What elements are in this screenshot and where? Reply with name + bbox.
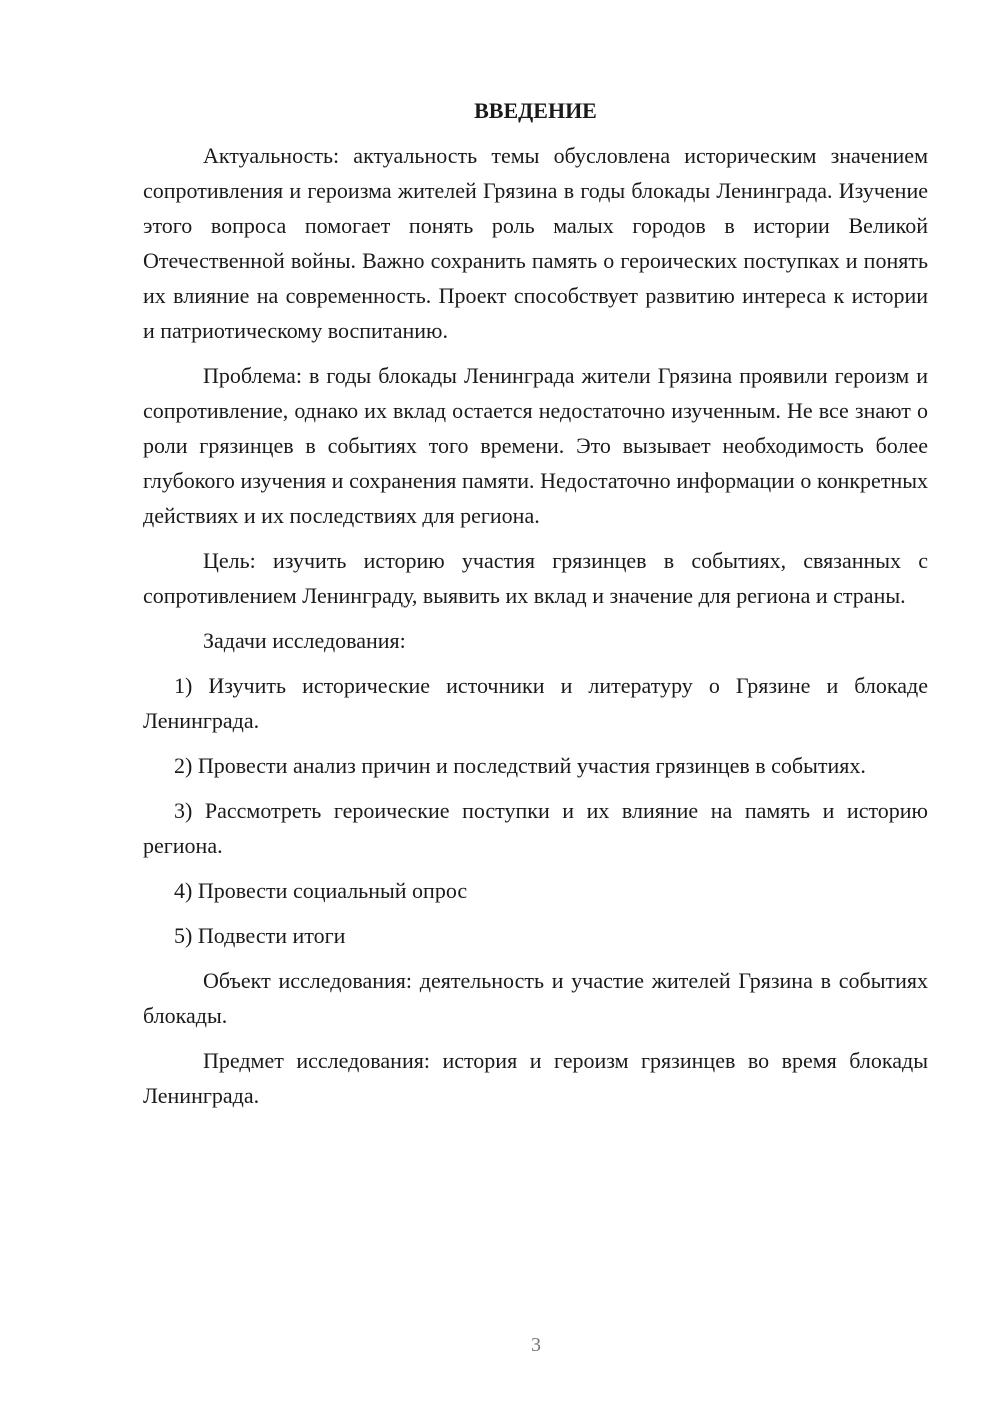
tasks-heading: Задачи исследования: <box>203 628 406 653</box>
paragraph-subject: Предмет исследования: история и героизм грязинцев во время блокады Ленинграда. <box>143 1048 928 1108</box>
paragraph-object: Объект исследования: деятельность и участие жителей Грязина в событиях блокады. <box>143 968 928 1028</box>
tasks-list <box>143 668 928 953</box>
list-item: 1) Изучить исторические источники и литературу о Грязине и блокаде Ленинграда. <box>143 673 928 733</box>
document-body <box>143 95 928 1123</box>
paragraph-goal: Цель: изучить историю участия грязинцев в событиях, связанных с сопротивлением Ленинграду, выявить их вклад и значение для региона и страны. <box>143 548 928 608</box>
list-item: 3) Рассмотреть героические поступки и их влияние на память и историю региона. <box>143 798 928 858</box>
list-item: 5) Подвести итоги <box>174 923 346 948</box>
page-number: 3 <box>531 1334 541 1356</box>
paragraph-relevance: Актуальность: актуальность темы обусловлена историческим значением сопротивления и героизма жителей Грязина в годы блокады Ленинграда. Изучение этого вопроса помогает понять роль малых городов в истории Великой Отечественной войны. Важно сохранить память о героических поступках и понять их влияние на современность. Проект способствует развитию интереса к истории и патриотическому воспитанию. <box>143 143 928 343</box>
section-heading: ВВЕДЕНИЕ <box>474 98 597 123</box>
paragraph-problem: Проблема: в годы блокады Ленинграда жители Грязина проявили героизм и сопротивление, однако их вклад остается недостаточно изученным. Не все знают о роли грязинцев в событиях того времени. Это вызывает необходимость более глубокого изучения и сохранения памяти. Недостаточно информации о конкретных действиях и их последствиях для региона. <box>143 363 928 528</box>
list-item: 2) Провести анализ причин и последствий участия грязинцев в событиях. <box>174 753 866 778</box>
list-item: 4) Провести социальный опрос <box>174 878 468 903</box>
